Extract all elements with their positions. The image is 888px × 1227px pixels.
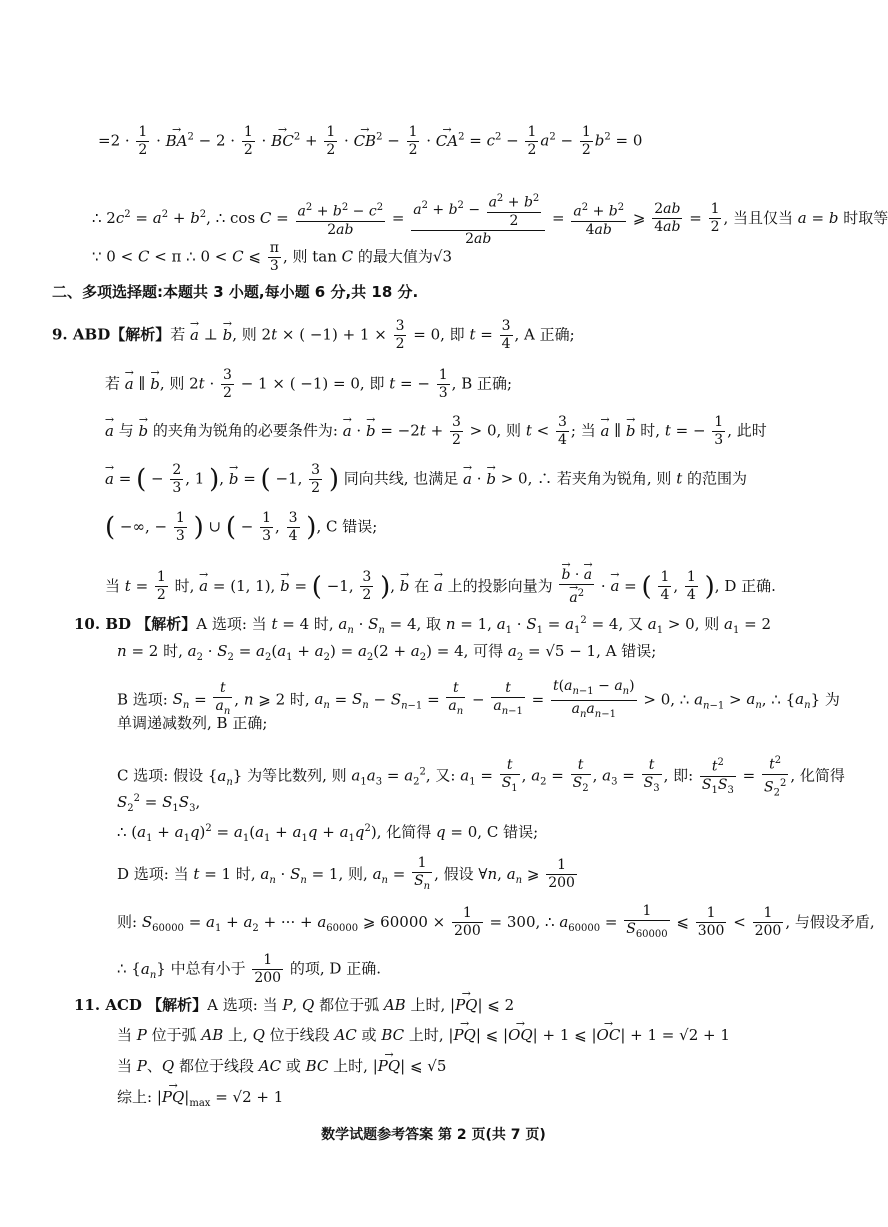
page-footer: 数学试题参考答案 第 2 页(共 7 页) xyxy=(321,1127,546,1143)
p9-line-1: 9. ABD【解析】若 → a ⊥ → b, 则 2t × ( −1) + 1 × $\frac{3}{2}$ = 0, 即 t = $\frac{3}{4}$ , A 正确; xyxy=(52,318,575,353)
p9-line-6: 当 t = $\frac{1}{2}$ 时, → a = (1, 1), → b = ( −1, $\frac{3}{2}$ ), → b 在 → a 上的投影向量为 → b · → a → $a^2$ · → a = ( $\frac{1}{4}$ , $\frac{1}{4}$ ), D 正确. xyxy=(105,567,776,607)
p9-line-2: 若 → a ∥ → b, 则 2t · $\frac{3}{2}$ − 1 × ( −1) = 0, 即 t = − $\frac{1}{3}$ , B 正确; xyxy=(105,367,512,402)
p9-line-4: → a = ( − $\frac{2}{3}$ , 1 ), → b = ( −1, $\frac{3}{2}$ ) 同向共线, 也满足 → a · → b > 0, ∴ 若夹角为锐角, 则 t 的范围为 xyxy=(105,462,747,497)
derivation-line-2: ∴ $2c^2 = a^2 + b^2$, ∴ cos C = $\frac{a^2 + b^2 - c^2}{2ab}$ = $a^2 + b^2$ − $\frac{a^2 + b^2}{2}$ 2ab = $\frac{a^2 + b^2}{4ab}$ ⩾ $\frac{2ab}{4ab}$ = $\frac{1}{2}$ , 当且仅当 a = b 时取等 xyxy=(92,190,888,248)
p10-line-2: n = 2 时, $a_2 \cdot S_2 = a_2(a_1 + a_2) = a_2(2 + a_2) = 4$, 可得 $a_2 = √5 - 1$, A 错误; xyxy=(117,642,657,663)
p10-line-6: $S_2^2 = S_1S_3$, xyxy=(117,793,201,814)
p10-line-8: D 选项: 当 t = 1 时, $a_n \cdot S_n = 1$, 则, $a_n$ = $\frac{1}{S_n}$ , 假设 ∀n, $a_n$ ⩾ $\frac{1}{200}$ xyxy=(117,855,575,892)
p10-line-3: B 选项: $S_n$ = $\frac{t}{a_n}$ , n ⩾ 2 时, $a_n = S_n - S_{n-1}$ = $\frac{t}{a_n}$ − $\frac{t}{a_{n-1}}$ = $t(a_{n-1} - a_n)$ $a_na_{n-1}$ > 0, ∴ $a_{n-1} > a_n$, ∴ $\{a_n\}$ 为 xyxy=(117,678,840,720)
p9-line-5: ( −∞, − $\frac{1}{3}$ ) ∪ ( − $\frac{1}{3}$ , $\frac{3}{4}$ ), C 错误; xyxy=(105,510,378,544)
p11-line-4: 综上: |→ $PQ|_{max} = √2 + 1$ xyxy=(117,1086,283,1115)
section-title: 二、多项选择题:本题共 3 小题,每小题 6 分,共 18 分. xyxy=(52,283,419,301)
p11-line-1: 11. ACD 【解析】A 选项: 当 P, Q 都位于弧 AB 上时, |→ PQ| ⩽ 2 xyxy=(74,994,514,1016)
p10-line-5: C 选项: 假设 $\{a_n\}$ 为等比数列, 则 $a_1a_3 = a_2^2$, 又: $a_1$ = $\frac{t}{S_1}$ , $a_2$ = $\frac{t}{S_2}$ , $a_3$ = $\frac{t}{S_3}$ , 即: $\frac{t^2}{S_1S_3}$ = $\frac{t^2}{S_2^2}$ , 化简得 xyxy=(117,752,845,801)
p10-line-9: 则: $S_{60000} = a_1 + a_2$ + ··· + $a_{60000}$ ⩾ 60000 × $\frac{1}{200}$ = 300, ∴ $a_{60000}$ = $\frac{1}{S_{60000}}$ ⩽ $\frac{1}{300}$ < $\frac{1}{200}$ , 与假设矛盾, xyxy=(117,903,875,940)
p10-line-4: 单调递减数列, B 正确; xyxy=(117,714,268,732)
p11-line-2: 当 P 位于弧 AB 上, Q 位于线段 AC 或 BC 上时, |→ PQ| ⩽ |→ OQ| + 1 ⩽ |→ OC| + 1 = √2 + 1 xyxy=(117,1024,730,1046)
p11-line-3: 当 P、Q 都位于线段 AC 或 BC 上时, |→ PQ| ⩽ √5 xyxy=(117,1055,446,1077)
p10-line-10: ∴ $\{a_n\}$ 中总有小于 $\frac{1}{200}$ 的项, D 正确. xyxy=(117,952,381,986)
p9-line-3: → a 与 → b 的夹角为锐角的必要条件为: → a · → b = −2t + $\frac{3}{2}$ > 0, 则 t < $\frac{3}{4}$ ; 当 → a ∥ → b 时, t = − $\frac{1}{3}$ , 此时 xyxy=(105,414,767,449)
p10-line-7: ∴ $(a_1 + a_1q)^2 = a_1(a_1 + a_1q + a_1q^2)$, 化简得 q = 0, C 错误; xyxy=(117,823,539,844)
p10-line-1: 10. BD 【解析】A 选项: 当 t = 4 时, $a_n \cdot S_n = 4$, 取 n = 1, $a_1 \cdot S_1 = a_1^2 = 4$, 又 $a_1 > 0$, 则 $a_1 = 2$ xyxy=(74,615,772,636)
derivation-line-1: =2 · $\frac{1}{2}$ · → $BA^2 - 2$ · $\frac{1}{2}$ · → $BC^2$ + $\frac{1}{2}$ · → $CB^2$ − $\frac{1}{2}$ · → $CA^2 = c^2$ − $\frac{1}{2}$ $a^2$ − $\frac{1}{2}$ $b^2 = 0$ xyxy=(98,124,642,159)
derivation-line-3: ∵ 0 < C < π ∴ 0 < C ⩽ $\frac{\pi}{3}$ , 则 tan C 的最大值为√3 xyxy=(92,240,453,274)
